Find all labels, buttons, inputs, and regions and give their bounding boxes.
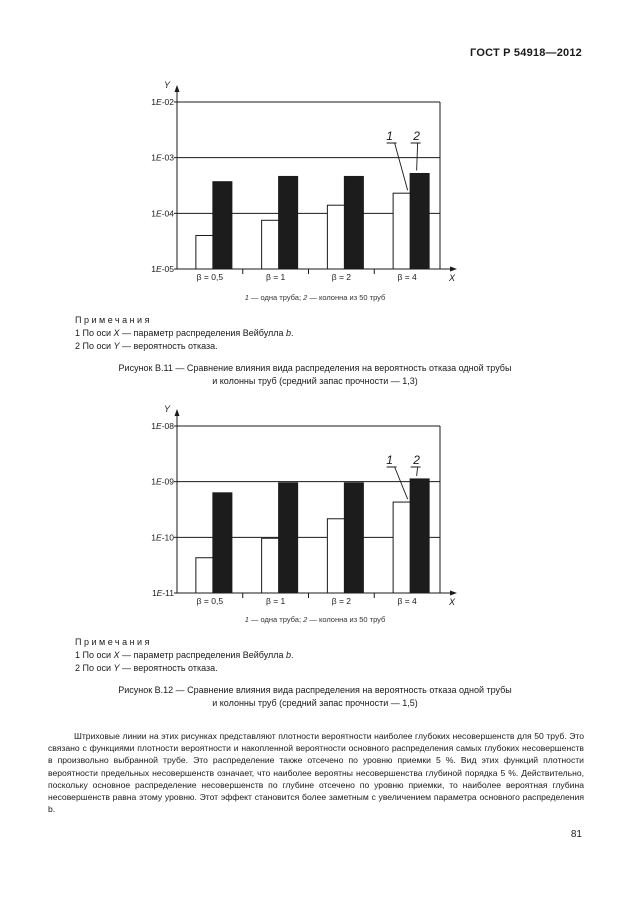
figure-caption-b11: [0, 362, 630, 388]
bar-series-1: [196, 235, 215, 269]
notes-title: Примечания: [75, 637, 152, 647]
note-axis: Y: [113, 341, 120, 351]
y-tick-label: 1E-03: [151, 152, 174, 163]
bar-series-1: [196, 558, 215, 593]
legend-text-2: — колонна из 50 труб: [307, 615, 386, 624]
note-text: 2 По оси: [75, 663, 114, 673]
series-label-1: 1: [386, 453, 393, 467]
legend-number-1: 1: [244, 615, 249, 624]
x-axis-label: X: [449, 273, 456, 283]
x-axis-arrow: [450, 591, 457, 596]
bar-series-2: [213, 493, 232, 593]
body-paragraph: Штриховые линии на этих рисунках представляют плотности вероятности наиболее глубоких несовершенств для 50 труб. Это связано с функциями плотности вероятности и накопленной вероятности основного распределения самых глубоких несовершенств в произвольно выбранной трубе. Это распределение также отсечено по уровню приемки 5 %. Вид этих функций плотности вероятности предельных несовершенств означает, что наиболее вероятны несовершенства глубиной порядка 5 %. Действительно, поскольку основное распределение несовершенств по глубине отсечено по уровню приемки, то наиболее вероятная глубина несовершенств равна этому уровню. Этот эффект становится более заметным с увеличением параметра основного распределения b.: [48, 731, 584, 815]
note-axis: X: [113, 328, 120, 338]
callout-leader-2: [417, 143, 418, 170]
x-tick-label: β = 4: [397, 596, 417, 606]
notes-b11: [75, 314, 294, 353]
chart-legend-b11: [0, 293, 630, 302]
bar-chart-figure-b12: [0, 402, 630, 614]
callout-leader-2: [417, 467, 418, 476]
bar-series-2: [410, 479, 429, 593]
caption-line-2: и колонны труб (средний запас прочности — 1,5): [212, 698, 418, 708]
legend-text-1: — одна труба;: [248, 293, 304, 302]
note-text: .: [291, 328, 294, 338]
x-axis-arrow: [450, 267, 457, 272]
x-tick-label: β = 2: [331, 596, 352, 606]
note-param: b: [286, 328, 292, 338]
note-text: — вероятность отказа.: [119, 663, 218, 673]
bar-series-2: [344, 176, 363, 269]
caption-line-1: Рисунок В.12 — Сравнение влияния вида распределения на вероятность отказа одной трубы: [118, 685, 512, 695]
x-tick-label: β = 4: [397, 272, 417, 282]
caption-line-1: Рисунок В.11 — Сравнение влияния вида распределения на вероятность отказа одной трубы: [118, 363, 512, 373]
legend-number-1: 1: [244, 293, 249, 302]
notes-title: Примечания: [75, 315, 152, 325]
callout-leader-1: [395, 467, 408, 499]
legend-number-2: 2: [303, 293, 308, 302]
caption-line-2: и колонны труб (средний запас прочности — 1,3): [212, 376, 418, 386]
bar-chart-figure-b11: [0, 78, 630, 290]
page-number: 81: [570, 829, 582, 840]
note-text: — параметр распределения Вейбулла: [119, 328, 287, 338]
x-tick-label: β = 0,5: [196, 272, 224, 282]
bar-series-2: [279, 176, 298, 269]
series-label-2: 2: [413, 129, 420, 143]
note-text: — вероятность отказа.: [119, 341, 218, 351]
x-tick-label: β = 1: [265, 596, 286, 606]
figure-caption-b12: [0, 684, 630, 710]
note-axis: Y: [113, 663, 120, 673]
y-tick-label: 1E-10: [151, 532, 174, 543]
x-tick-label: β = 1: [265, 272, 286, 282]
y-axis-arrow: [175, 85, 180, 92]
bar-series-1: [327, 205, 346, 269]
note-text: 1 По оси: [75, 328, 114, 338]
x-axis-label: X: [449, 597, 456, 607]
series-label-1: 1: [386, 129, 393, 143]
note-line-2: [75, 340, 294, 353]
y-tick-label: 1E-09: [151, 476, 174, 487]
note-line-1: [75, 649, 294, 662]
y-tick-label: 1E-08: [151, 421, 174, 431]
legend-number-2: 2: [303, 615, 308, 624]
y-tick-label: 1E-11: [151, 588, 174, 598]
note-line-2: [75, 662, 294, 675]
x-tick-label: β = 2: [331, 272, 352, 282]
y-axis-label: Y: [163, 80, 170, 90]
note-text: 1 По оси: [75, 650, 114, 660]
bar-series-2: [279, 483, 298, 593]
legend-text-2: — колонна из 50 труб: [307, 293, 386, 302]
series-label-2: 2: [413, 453, 420, 467]
note-line-1: [75, 327, 294, 340]
note-axis: X: [113, 650, 120, 660]
bar-series-1: [262, 538, 281, 593]
y-axis-label: Y: [163, 404, 170, 414]
standard-header: ГОСТ Р 54918—2012: [470, 47, 582, 59]
chart-legend-b12: [0, 615, 630, 624]
bar-series-1: [262, 220, 281, 269]
x-tick-label: β = 0,5: [196, 596, 224, 606]
legend-text-1: — одна труба;: [248, 615, 304, 624]
bar-series-1: [393, 193, 412, 269]
y-axis-arrow: [175, 409, 180, 416]
y-tick-label: 1E-02: [151, 97, 174, 107]
notes-b12: [75, 636, 294, 675]
bar-series-2: [410, 173, 429, 269]
bar-series-2: [213, 182, 232, 269]
bar-series-2: [344, 483, 363, 593]
note-text: — параметр распределения Вейбулла: [119, 650, 287, 660]
note-text: .: [291, 650, 294, 660]
y-tick-label: 1E-04: [151, 208, 174, 219]
note-param: b: [286, 650, 292, 660]
callout-leader-1: [395, 143, 408, 190]
note-text: 2 По оси: [75, 341, 114, 351]
bar-series-1: [327, 519, 346, 593]
bar-series-1: [393, 502, 412, 593]
y-tick-label: 1E-05: [151, 264, 174, 274]
